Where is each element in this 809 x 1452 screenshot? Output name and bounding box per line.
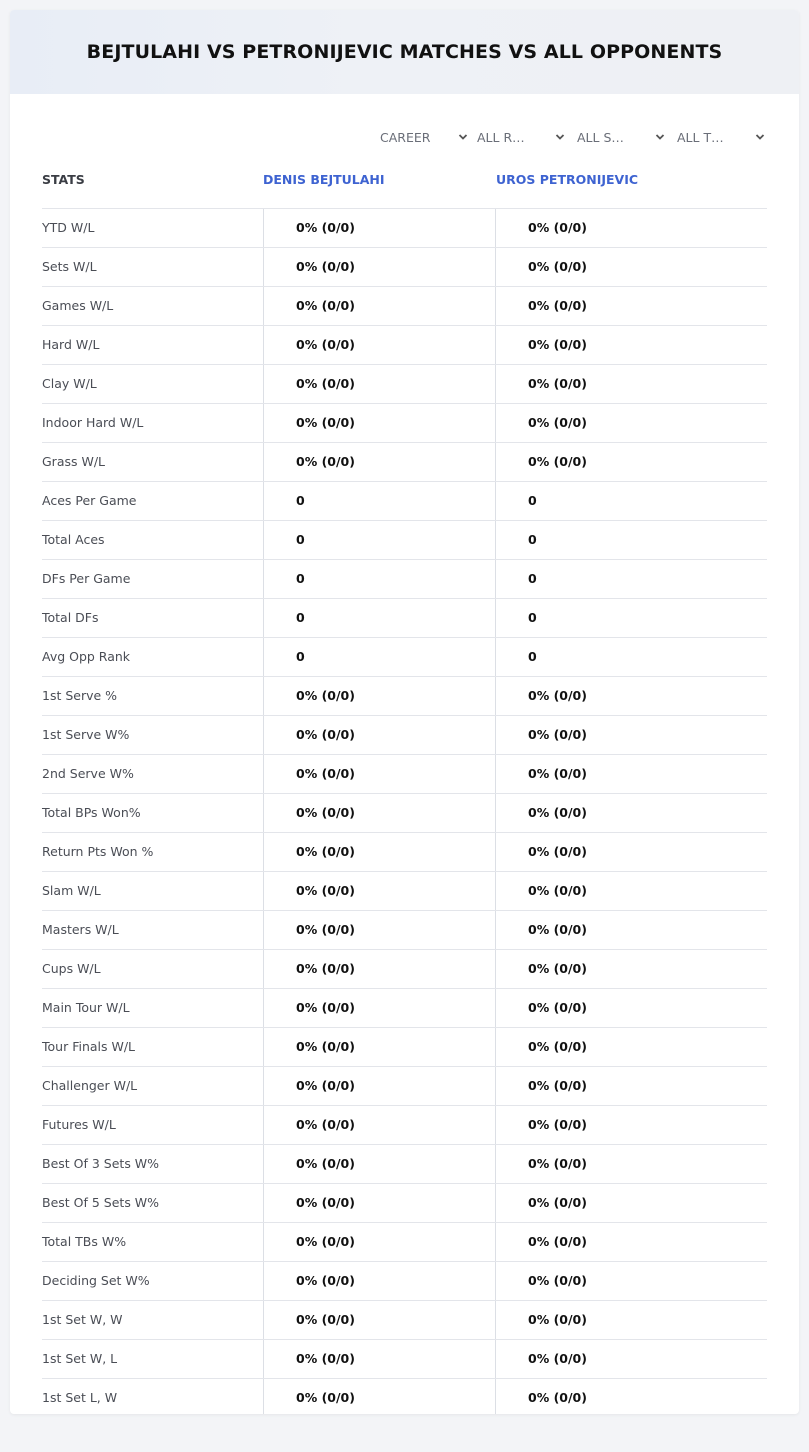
stat-label: Games W/L xyxy=(42,298,114,313)
stat-label: Total TBs W% xyxy=(42,1234,127,1249)
chevron-down-icon xyxy=(555,132,565,142)
player-1-value: 0% (0/0) xyxy=(263,365,495,403)
stat-label: DFs Per Game xyxy=(42,571,131,586)
stat-label: Aces Per Game xyxy=(42,493,137,508)
table-row xyxy=(42,442,767,481)
table-row xyxy=(42,598,767,637)
stats-table-body xyxy=(42,208,767,1414)
player-2-value: 0% (0/0) xyxy=(495,365,767,403)
chevron-down-icon xyxy=(655,132,665,142)
player-1-value: 0% (0/0) xyxy=(263,1340,495,1378)
table-row xyxy=(42,754,767,793)
table-row xyxy=(42,1261,767,1300)
table-row xyxy=(42,247,767,286)
player-1-value: 0% (0/0) xyxy=(263,1184,495,1222)
player-2-value: 0% (0/0) xyxy=(495,1067,767,1105)
player-1-value: 0 xyxy=(263,599,495,637)
stat-label: Return Pts Won % xyxy=(42,844,154,859)
player-1-value: 0% (0/0) xyxy=(263,1379,495,1414)
tournament-select-value: ALL T… xyxy=(677,129,724,145)
table-row xyxy=(42,910,767,949)
player-2-value: 0% (0/0) xyxy=(495,1145,767,1183)
stat-label: Indoor Hard W/L xyxy=(42,415,144,430)
table-row xyxy=(42,1144,767,1183)
player-1-value: 0% (0/0) xyxy=(263,755,495,793)
table-row xyxy=(42,286,767,325)
stat-label: Cups W/L xyxy=(42,961,101,976)
player-1-value: 0% (0/0) xyxy=(263,326,495,364)
player-2-value: 0% (0/0) xyxy=(495,794,767,832)
table-row xyxy=(42,1027,767,1066)
stat-label: Total BPs Won% xyxy=(42,805,141,820)
player-2-value: 0% (0/0) xyxy=(495,1340,767,1378)
table-row xyxy=(42,364,767,403)
stat-label: Hard W/L xyxy=(42,337,100,352)
player-1-value: 0% (0/0) xyxy=(263,833,495,871)
stat-label: Masters W/L xyxy=(42,922,119,937)
player-2-value: 0% (0/0) xyxy=(495,287,767,325)
player-1-value: 0% (0/0) xyxy=(263,989,495,1027)
table-row xyxy=(42,1066,767,1105)
player-2-value: 0% (0/0) xyxy=(495,1028,767,1066)
stat-label: Total Aces xyxy=(42,532,105,547)
filter-bar xyxy=(380,127,769,147)
player-2-value: 0% (0/0) xyxy=(495,1106,767,1144)
table-row xyxy=(42,1222,767,1261)
stat-label: Challenger W/L xyxy=(42,1078,138,1093)
player-1-value: 0% (0/0) xyxy=(263,950,495,988)
player-2-value: 0% (0/0) xyxy=(495,1223,767,1261)
player-1-value: 0% (0/0) xyxy=(263,1067,495,1105)
stat-label: Tour Finals W/L xyxy=(42,1039,136,1054)
stat-label: Futures W/L xyxy=(42,1117,116,1132)
player-1-value: 0% (0/0) xyxy=(263,1223,495,1261)
player-1-value: 0% (0/0) xyxy=(263,287,495,325)
player-2-value: 0% (0/0) xyxy=(495,209,767,247)
surface-select[interactable] xyxy=(577,127,667,147)
page-title: BEJTULAHI VS PETRONIJEVIC MATCHES VS ALL OPPONENTS xyxy=(86,41,723,63)
player-2-value: 0% (0/0) xyxy=(495,989,767,1027)
stat-label: YTD W/L xyxy=(42,220,95,235)
player-1-value: 0 xyxy=(263,521,495,559)
stat-label: Grass W/L xyxy=(42,454,106,469)
player-2-value: 0 xyxy=(495,482,767,520)
player-1-value: 0% (0/0) xyxy=(263,872,495,910)
player-1-value: 0% (0/0) xyxy=(263,1028,495,1066)
tournament-select[interactable] xyxy=(677,127,767,147)
table-row xyxy=(42,325,767,364)
stat-label: Best Of 5 Sets W% xyxy=(42,1195,160,1210)
player-1-value: 0% (0/0) xyxy=(263,794,495,832)
stat-label: 1st Serve % xyxy=(42,688,118,703)
player-1-value: 0% (0/0) xyxy=(263,716,495,754)
table-row xyxy=(42,871,767,910)
stats-card xyxy=(10,10,799,1414)
round-select-value: ALL R… xyxy=(477,129,525,145)
header-player-2[interactable]: UROS PETRONIJEVIC xyxy=(496,172,639,187)
player-2-value: 0 xyxy=(495,638,767,676)
surface-select-value: ALL S… xyxy=(577,129,624,145)
table-row xyxy=(42,832,767,871)
player-2-value: 0% (0/0) xyxy=(495,443,767,481)
player-1-value: 0% (0/0) xyxy=(263,1106,495,1144)
player-1-value: 0% (0/0) xyxy=(263,443,495,481)
table-row xyxy=(42,208,767,247)
player-2-value: 0% (0/0) xyxy=(495,950,767,988)
stat-label: 1st Set W, L xyxy=(42,1351,118,1366)
table-row xyxy=(42,637,767,676)
round-select[interactable] xyxy=(477,127,567,147)
player-2-value: 0% (0/0) xyxy=(495,1379,767,1414)
player-2-value: 0% (0/0) xyxy=(495,404,767,442)
player-1-value: 0% (0/0) xyxy=(263,404,495,442)
stat-label: 1st Set L, W xyxy=(42,1390,118,1405)
player-2-value: 0% (0/0) xyxy=(495,326,767,364)
chevron-down-icon xyxy=(458,132,468,142)
table-row xyxy=(42,403,767,442)
table-row xyxy=(42,1183,767,1222)
player-2-value: 0 xyxy=(495,521,767,559)
table-row xyxy=(42,1339,767,1378)
player-1-value: 0% (0/0) xyxy=(263,209,495,247)
card-header xyxy=(10,10,799,94)
player-2-value: 0% (0/0) xyxy=(495,677,767,715)
table-row xyxy=(42,1378,767,1414)
player-2-value: 0% (0/0) xyxy=(495,755,767,793)
stat-label: 2nd Serve W% xyxy=(42,766,134,781)
period-select[interactable] xyxy=(380,127,470,147)
stat-label: Sets W/L xyxy=(42,259,97,274)
stat-label: 1st Set W, W xyxy=(42,1312,123,1327)
stat-label: 1st Serve W% xyxy=(42,727,130,742)
table-row xyxy=(42,676,767,715)
table-row xyxy=(42,1105,767,1144)
player-2-value: 0% (0/0) xyxy=(495,1184,767,1222)
table-row xyxy=(42,988,767,1027)
table-row xyxy=(42,559,767,598)
player-2-value: 0 xyxy=(495,560,767,598)
player-2-value: 0% (0/0) xyxy=(495,716,767,754)
player-2-value: 0% (0/0) xyxy=(495,1262,767,1300)
stat-label: Total DFs xyxy=(42,610,99,625)
player-1-value: 0 xyxy=(263,638,495,676)
player-1-value: 0% (0/0) xyxy=(263,1145,495,1183)
player-2-value: 0% (0/0) xyxy=(495,872,767,910)
player-1-value: 0% (0/0) xyxy=(263,1301,495,1339)
stat-label: Deciding Set W% xyxy=(42,1273,150,1288)
stat-label: Slam W/L xyxy=(42,883,101,898)
player-1-value: 0 xyxy=(263,560,495,598)
player-1-value: 0% (0/0) xyxy=(263,1262,495,1300)
player-2-value: 0% (0/0) xyxy=(495,1301,767,1339)
player-2-value: 0% (0/0) xyxy=(495,248,767,286)
table-header xyxy=(42,172,767,208)
table-row xyxy=(42,715,767,754)
period-select-value: CAREER xyxy=(380,129,431,145)
table-row xyxy=(42,793,767,832)
chevron-down-icon xyxy=(755,132,765,142)
stat-label: Avg Opp Rank xyxy=(42,649,131,664)
table-row xyxy=(42,481,767,520)
player-1-value: 0% (0/0) xyxy=(263,677,495,715)
player-2-value: 0 xyxy=(495,599,767,637)
table-row xyxy=(42,1300,767,1339)
player-2-value: 0% (0/0) xyxy=(495,911,767,949)
player-1-value: 0% (0/0) xyxy=(263,248,495,286)
stat-label: Clay W/L xyxy=(42,376,97,391)
header-player-1[interactable]: DENIS BEJTULAHI xyxy=(263,172,385,187)
header-stats: STATS xyxy=(42,172,85,187)
player-1-value: 0 xyxy=(263,482,495,520)
player-2-value: 0% (0/0) xyxy=(495,833,767,871)
table-row xyxy=(42,949,767,988)
table-row xyxy=(42,520,767,559)
stat-label: Best Of 3 Sets W% xyxy=(42,1156,160,1171)
stat-label: Main Tour W/L xyxy=(42,1000,130,1015)
player-1-value: 0% (0/0) xyxy=(263,911,495,949)
